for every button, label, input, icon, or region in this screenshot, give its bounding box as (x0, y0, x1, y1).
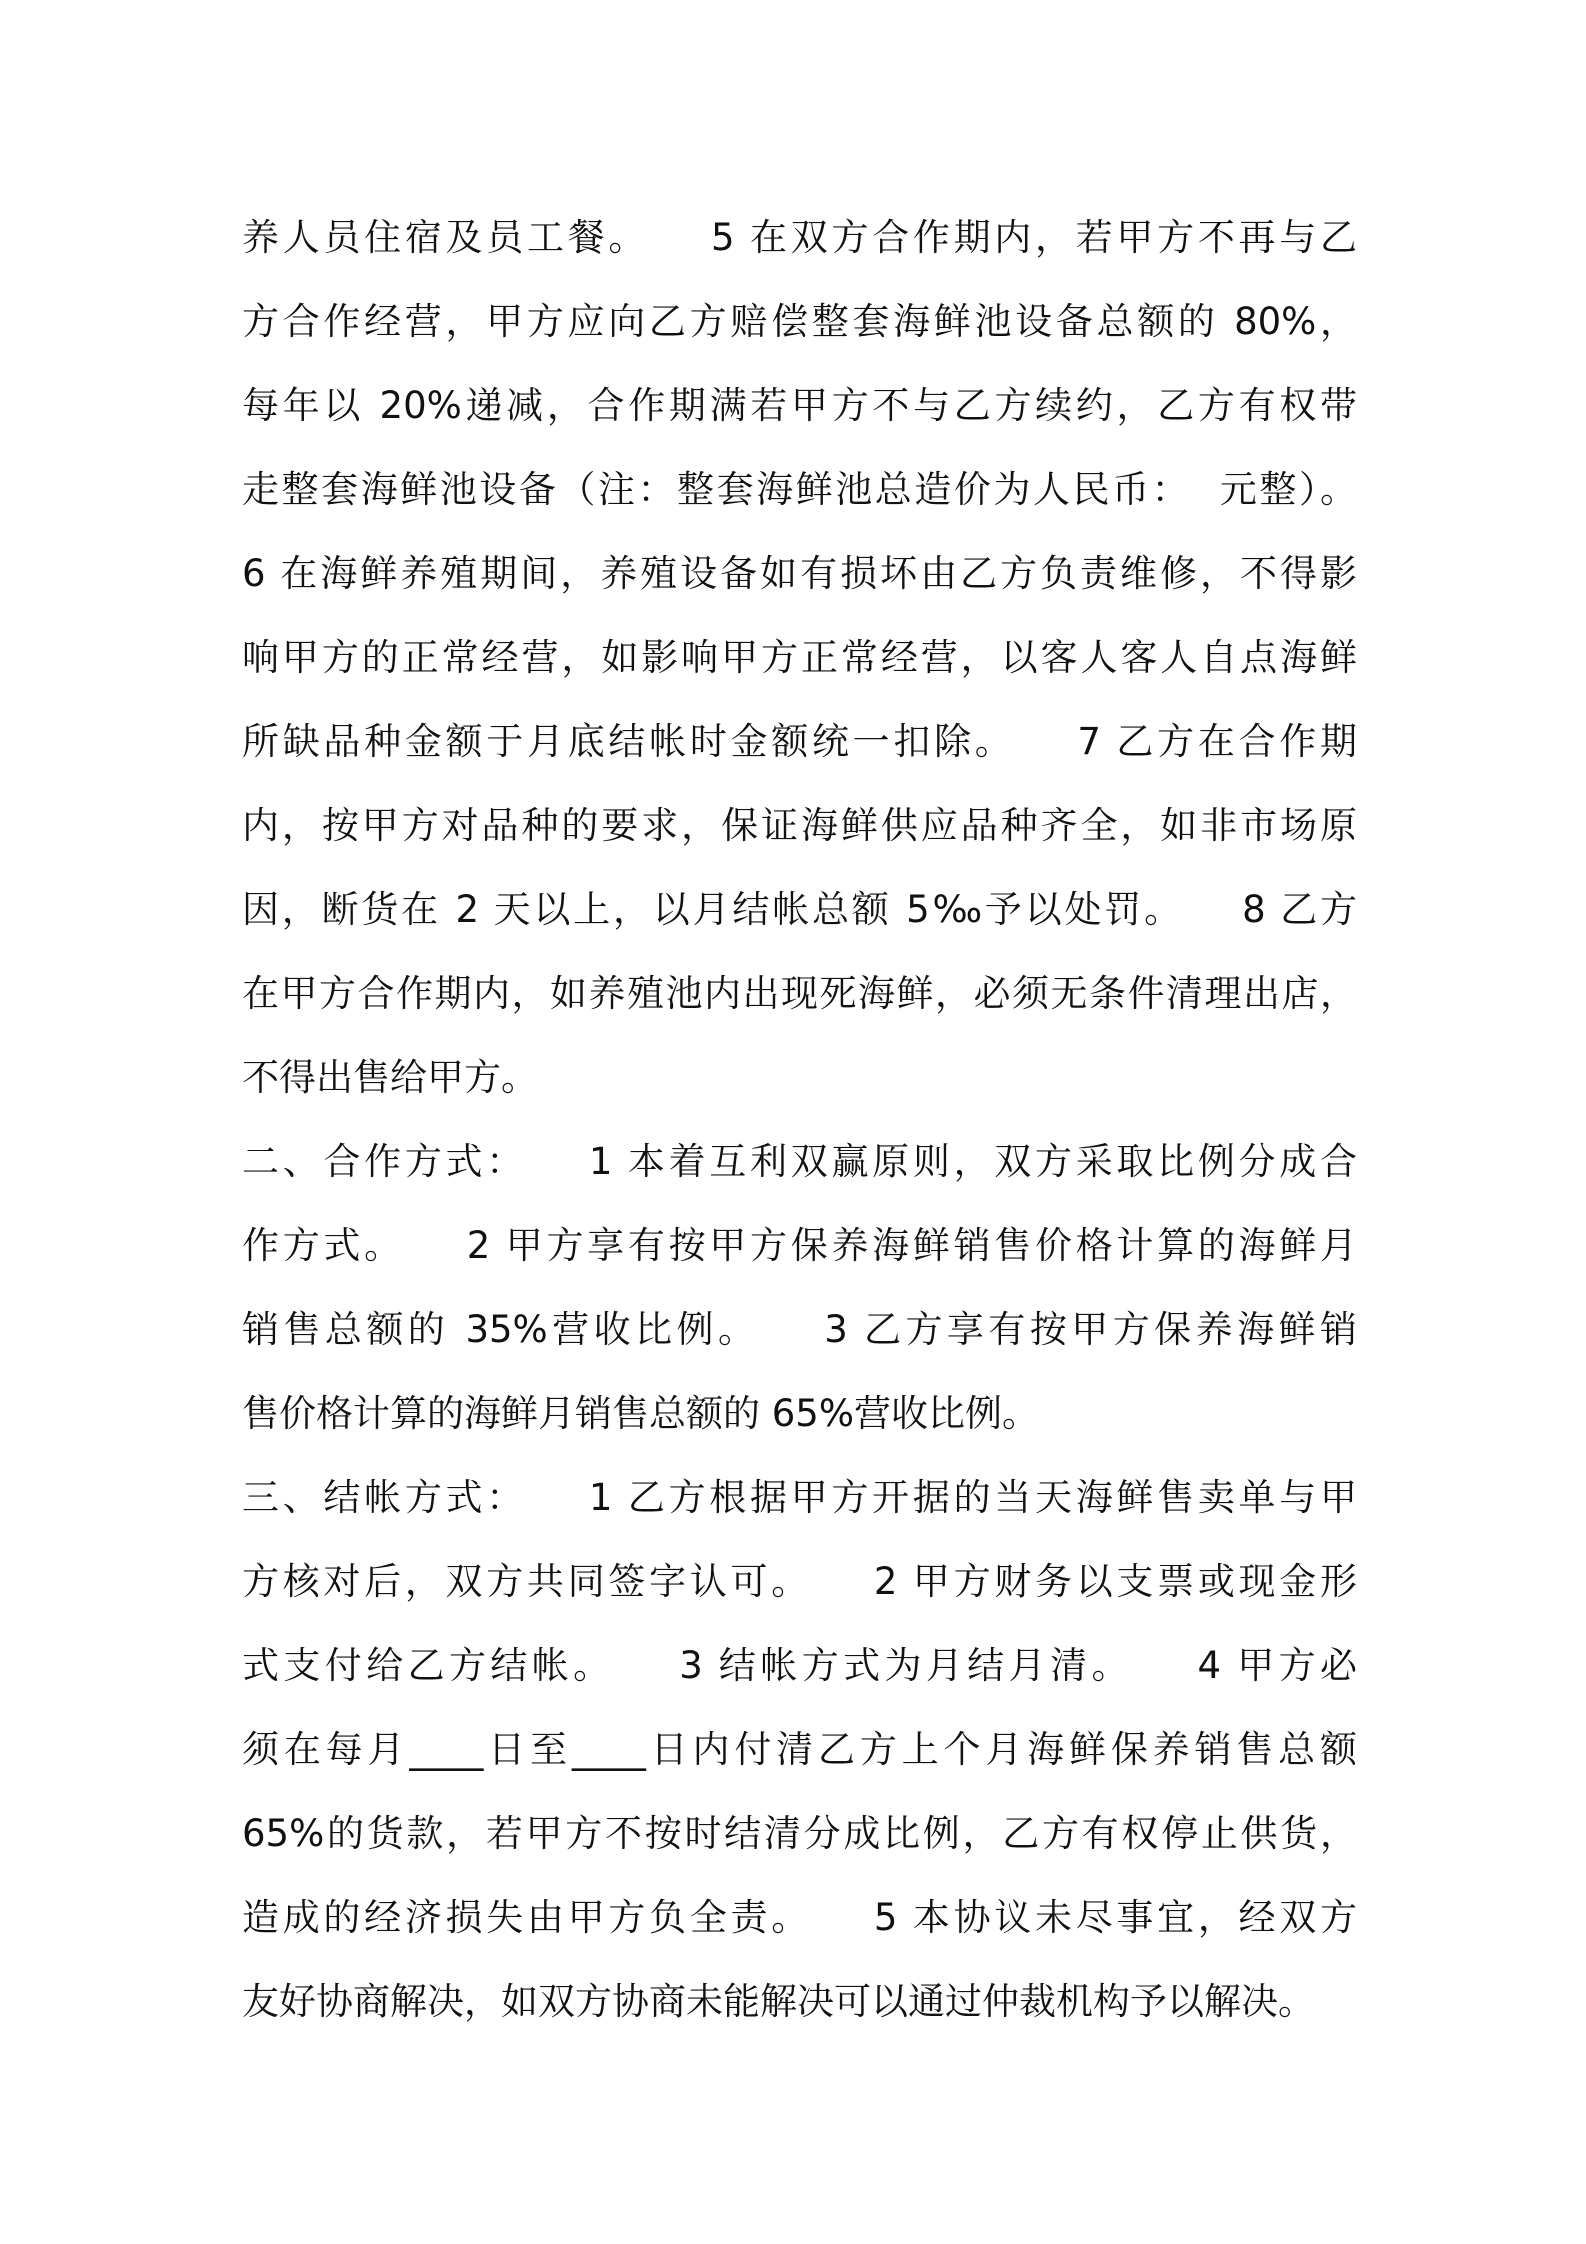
text-line: 销售总额的 35%营收比例。 3 乙方享有按甲方保养海鲜销 (242, 1308, 1357, 1351)
text-line: 走整套海鲜池设备（注：整套海鲜池总造价为人民币： 元整）。 (242, 468, 1357, 511)
paragraph-end-line: 不得出售给甲方。 (242, 1056, 538, 1099)
paragraph-end-line: 售价格计算的海鲜月销售总额的 65%营收比例。 (242, 1392, 1039, 1435)
text-line: 方合作经营，甲方应向乙方赔偿整套海鲜池设备总额的 80%， (242, 300, 1357, 343)
text-line: 式支付给乙方结帐。 3 结帐方式为月结月清。 4 甲方必 (242, 1644, 1357, 1687)
contract-text (242, 196, 1357, 2044)
text-line: 造成的经济损失由甲方负全责。 5 本协议未尽事宜，经双方 (242, 1896, 1357, 1939)
text-line: 内，按甲方对品种的要求，保证海鲜供应品种齐全，如非市场原 (242, 804, 1357, 847)
text-line: 所缺品种金额于月底结帐时金额统一扣除。 7 乙方在合作期 (242, 720, 1357, 763)
section-heading-line: 二、合作方式： 1 本着互利双赢原则，双方采取比例分成合 (242, 1140, 1357, 1183)
paragraph-end-line: 友好协商解决，如双方协商未能解决可以通过仲裁机构予以解决。 (242, 1980, 1315, 2023)
text-line: 6 在海鲜养殖期间，养殖设备如有损坏由乙方负责维修，不得影 (242, 552, 1357, 595)
text-line: 在甲方合作期内，如养殖池内出现死海鲜，必须无条件清理出店， (242, 972, 1357, 1015)
text-line: 响甲方的正常经营，如影响甲方正常经营，以客人客人自点海鲜 (242, 636, 1357, 679)
section-heading-line: 三、结帐方式： 1 乙方根据甲方开据的当天海鲜售卖单与甲 (242, 1476, 1357, 1519)
text-line: 每年以 20%递减，合作期满若甲方不与乙方续约，乙方有权带 (242, 384, 1357, 427)
text-line: 65%的货款，若甲方不按时结清分成比例，乙方有权停止供货， (242, 1812, 1357, 1855)
text-line: 须在每月____日至____日内付清乙方上个月海鲜保养销售总额 (242, 1728, 1357, 1771)
text-line: 作方式。 2 甲方享有按甲方保养海鲜销售价格计算的海鲜月 (242, 1224, 1357, 1267)
text-line: 因，断货在 2 天以上，以月结帐总额 5‰予以处罚。 8 乙方 (242, 888, 1357, 931)
text-line: 养人员住宿及员工餐。 5 在双方合作期内，若甲方不再与乙 (242, 216, 1357, 259)
text-line: 方核对后，双方共同签字认可。 2 甲方财务以支票或现金形 (242, 1560, 1357, 1603)
